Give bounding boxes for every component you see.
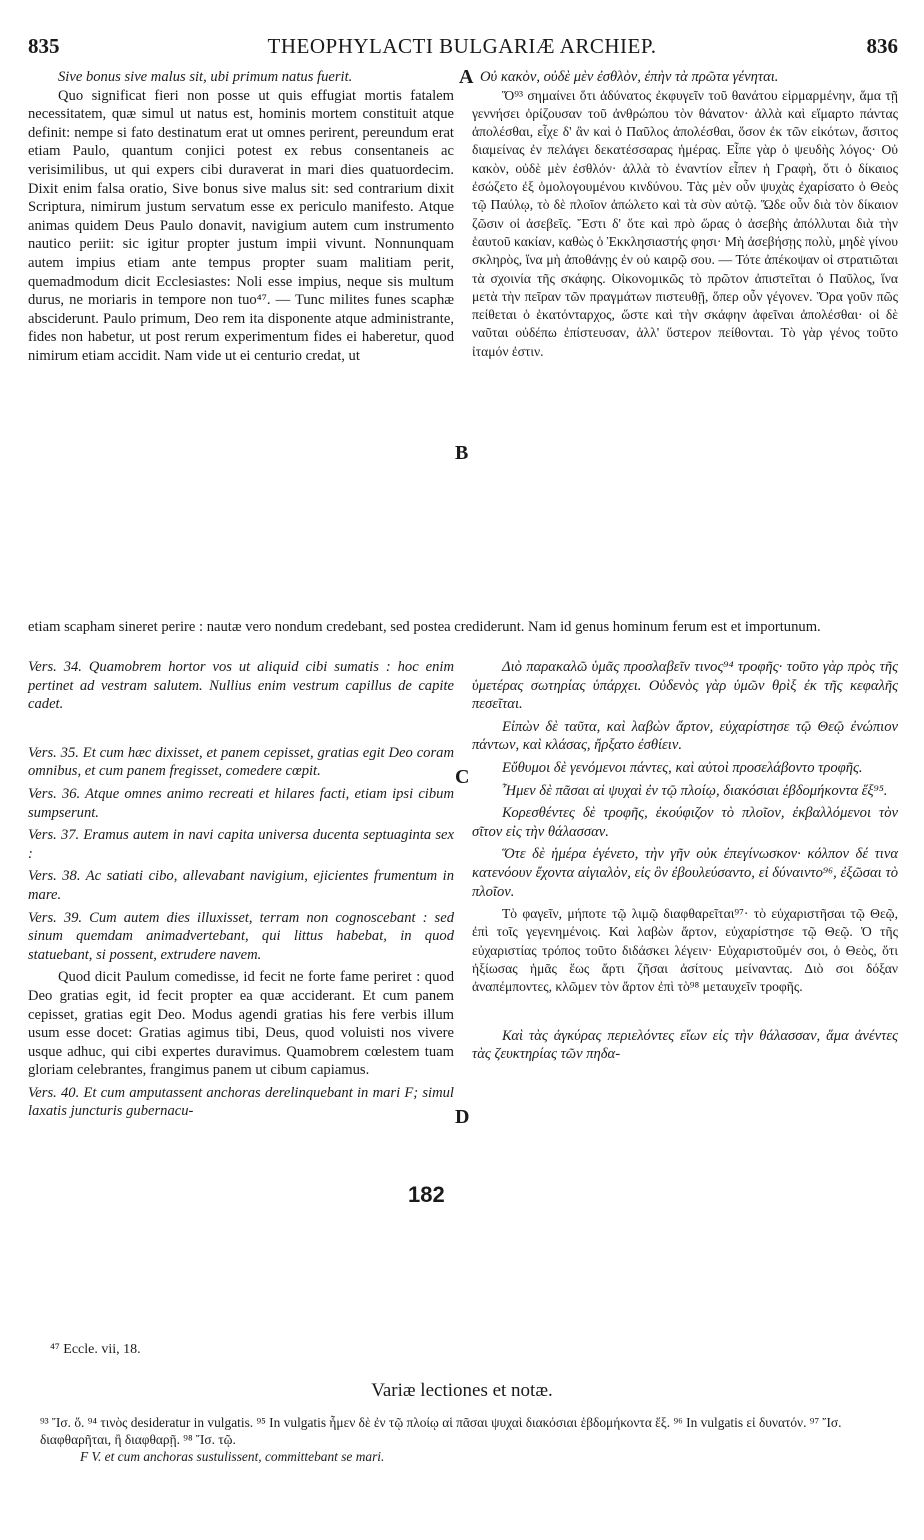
- latin-verse-36: Vers. 36. Atque omnes animo recreati et hilares facti, etiam ipsi cibum sumpserunt.: [28, 785, 454, 821]
- variant-notes-line-1: ⁹³ Ἴσ. ὅ. ⁹⁴ τινὸς desideratur in vulgatis. ⁹⁵ In vulgatis ἦμεν δὲ ἐν τῷ πλοίῳ αἱ πᾶσαι ψυχαὶ διακόσιαι ἑβδομήκοντα ἕξ. ⁹⁶ In vulgatis εἰ δυνατόν. ⁹⁷ Ἴσ. διαφθαρῆται, ἢ διαφθαρῇ. ⁹⁸ Ἴσ. τῷ.: [40, 1415, 842, 1447]
- latin-verse-37: Vers. 37. Eramus autem in navi capita universa ducenta septuaginta sex :: [28, 827, 454, 862]
- footnote-47: ⁴⁷ Eccle. vii, 18.: [50, 1342, 141, 1357]
- greek-verse-39: Ὅτε δὲ ἡμέρα ἐγένετο, τὴν γῆν οὐκ ἐπεγίνωσκον· κόλπον δέ τινα κατενόουν ἔχοντα αἰγιαλὸν, εἰς ὃν ἐβουλεύσαντο, εἰ δύναιντο⁹⁶, ἐξῶσαι τὸ πλοῖον.: [472, 846, 898, 900]
- greek-verse-34: Διὸ παρακαλῶ ὑμᾶς προσλαβεῖν τινος⁹⁴ τροφῆς· τοῦτο γὰρ πρὸς τῆς ὑμετέρας σωτηρίας ὑπάρχει. Οὐδενὸς γὰρ ὑμῶν θρὶξ ἐκ τῆς κεφαλῆς πεσεῖται.: [472, 659, 898, 713]
- latin-column-top: [28, 68, 454, 366]
- greek-verse-36: Εὔθυμοι δὲ γενόμενοι πάντες, καὶ αὐτοὶ προσελάβοντο τροφῆς.: [502, 759, 863, 776]
- variae-lectiones-heading: Variæ lectiones et notæ.: [371, 1380, 553, 1401]
- page-number-right: 836: [866, 34, 898, 58]
- latin-verse-lemma: Sive bonus sive malus sit, ubi primum natus fuerit.: [58, 69, 353, 85]
- margin-letter-d: D: [455, 1106, 470, 1128]
- margin-letter-b: B: [455, 442, 469, 464]
- latin-verse-35: Vers. 35. Et cum hæc dixisset, et panem cepisset, gratias egit Deo coram omnibus, et cum panem fregisset, comedere cœpit.: [28, 744, 454, 780]
- greek-verse-37: Ἦμεν δὲ πᾶσαι αἱ ψυχαὶ ἐν τῷ πλοίῳ, διακόσιαι ἑβδομήκοντα ἕξ⁹⁵.: [502, 782, 888, 799]
- latin-commentary-2: Quod dicit Paulum comedisse, id fecit ne forte fame periret : quod Deo gratias egit, id fecit propter ea quæ acciderant. Et cum panem cepisset, gratias egit Deo. Modus agendi gratias his fere verbis illum usum esse docet: Gratias agimus tibi, Deus, quod voluisti nos vivere usque adhuc, qui cibi expertes duravimus. Quamobrem cœlestem tuam gloriam celebrantes, frangimus panem ut cibum capiamus.: [28, 969, 454, 1079]
- greek-verse-35: Εἰπὼν δὲ ταῦτα, καὶ λαβὼν ἄρτον, εὐχαρίστησε τῷ Θεῷ ἐνώπιον πάντων, καὶ κλάσας, ἤρξατο ἐσθίειν.: [472, 718, 898, 754]
- greek-verse-38: Κορεσθέντες δὲ τροφῆς, ἐκούφιζον τὸ πλοῖον, ἐκβαλλόμενοι τὸν σῖτον εἰς τὴν θάλασσαν.: [472, 805, 898, 840]
- latin-verse-40: Vers. 40. Et cum amputassent anchoras derelinquebant in mari F; simul laxatis juncturis gubernacu-: [28, 1084, 454, 1120]
- variant-notes: [40, 1414, 900, 1465]
- running-title: THEOPHYLACTI BULGARIÆ ARCHIEP.: [267, 34, 657, 58]
- margin-letter-a: A: [459, 66, 474, 88]
- greek-commentary-2: Τὸ φαγεῖν, μήποτε τῷ λιμῷ διαφθαρεῖται⁹⁷· τὸ εὐχαριστῆσαι τῷ Θεῷ, ἐπὶ τοῖς γεγενημένοις. Καὶ λαβὼν ἄρτον, εὐχαρίστησε τῷ Θεῷ. Ὁ τῆς εὐχαριστίας τρόπος τοῦτο διδάσκει λέγειν· Εὐχαριστοῦμέν σοι, ὁ Θεὸς, ὅτι ἠξίωσας ἡμᾶς ἕως ἄρτι ζῆσαι ἀσίτους μείναντας. Διὸ σοι δόξαν ἀναπέμποντες, κλῶμεν τὸν ἄρτον ἐπὶ τὸ⁹⁸ μεταυχεῖν τροφῆς.: [472, 906, 898, 995]
- greek-verse-40: Καὶ τὰς ἀγκύρας περιελόντες εἴων εἰς τὴν θάλασσαν, ἅμα ἀνέντες τὰς ζευκτηρίας τῶν πηδα-: [472, 1027, 898, 1063]
- latin-verse-39: Vers. 39. Cum autem dies illuxisset, terram non cognoscebant : sed sinum quemdam animadvertebant, qui littus habebat, in quod statuebant, si possent, extrudere navem.: [28, 909, 454, 963]
- greek-verse-lemma: Οὐ κακὸν, οὐδὲ μὲν ἐσθλὸν, ἐπὴν τὰ πρῶτα γένηται.: [480, 69, 779, 85]
- latin-commentary-1: Quo significat fieri non posse ut quis effugiat mortis fatalem necessitatem, quæ simul ut natus est, hominis mortem constituit atque definit: nempe si fato destinatum erat ut omnes perirent, pereundum erat etiam Paulo, quantum conjici potest ex rebus consentaneis ac verisimilibus, ut qui expers cibi duraverat in mari dies quatuordecim. Dixit enim falsa oratio, Sive bonus sive malus sit: sed contrarium dixit Scriptura, nimirum justum servatum esse ex periculo manifesto. Atque animas quidem Deus Paulo donavit, navigium autem cum instrumento nautico periit: sic igitur propter justum impii vivunt. Nonnunquam autem impius etiam ante tempus propter suam malitiam perit, quemadmodum dicit Ecclesiastes: Noli esse impius, neque sis multum durus, ne moriaris in tempore non tuo⁴⁷. — Tunc milites funes scaphæ absciderunt. Paulo primum, Deo rem ita disponente atque administrante, fides non habetur, ut post rerum experimentum fides ei haberetur, quod nimirum etiam accidit. Nam vide ut ei centurio credat, ut: [28, 87, 454, 364]
- latin-cross-column-line: etiam scapham sineret perire : nautæ vero nondum credebant, sed postea crediderunt. Nam id genus hominum ferum est et importunum.: [28, 619, 821, 635]
- greek-column-bottom: [472, 658, 898, 1064]
- latin-column-bottom: [28, 658, 454, 1121]
- page-number-left: 835: [28, 34, 60, 58]
- page-header: [0, 34, 924, 64]
- column-number-182: 182: [408, 1182, 445, 1207]
- variant-notes-line-2: F V. et cum anchoras sustulissent, committebant se mari.: [80, 1449, 385, 1464]
- greek-commentary-1: Ὅ⁹³ σημαίνει ὅτι ἀδύνατος ἐκφυγεῖν τοῦ θανάτου εἱρμαρμένην, ἅμα τῇ γεννήσει ὁρίζουσαν τοῦ ἀνθρώπου τὸν θάνατον· ἀλλὰ καὶ εἵμαρτο πάντας ἀπολέσθαι, εἶχε δ' ἂν καὶ ὁ Παῦλος ἀπολέσθαι, ὅσον ἐκ τῶν εἰκότων, ἄσιτος διαμείνας ἐν πελάγει δεκατέσσαρας ἡμέρας. Εἶπε γὰρ ὁ ψευδὴς λόγος· Οὐ κακὸν, οὐδὲ μὲν ἐσθλόν· ἀλλὰ τὸ ἐναντίον εἶπεν ἡ Γραφὴ, ὅτι ὁ δίκαιος ἐσώζετο ἐξ ὁμολογουμένου κινδύνου. Τὰς μὲν οὖν ψυχὰς ἐχαρίσατο ὁ Θεὸς τῷ Παύλῳ, τὸ δὲ πλοῖον ἀπώλετο καὶ τὰ σὺν αὐτῷ. Ὥδε οὖν διὰ τὸν δίκαιον ζῶσιν οἱ ἀσεβεῖς. Ἔστι δ' ὅτε καὶ πρὸ ὥρας ὁ ἀσεβὴς ἀπόλλυται διὰ τὴν ἑαυτοῦ κακίαν, καθὼς ὁ Ἐκκλησιαστής φησι· Μὴ ἀσεβήσῃς πολὺ, μηδὲ γίνου σκληρὸς, ἵνα μὴ ἀποθάνῃς ἐν οὐ καιρῷ σου. — Τότε ἀπέκοψαν οἱ στρατιῶται τὰ σχοινία τῆς σκάφης. Οἰκονομικῶς τὸ πρῶτον ἀπιστεῖται ὁ Παῦλος, ἵνα μετὰ τὴν πεῖραν τῶν πραγμάτων πιστευθῇ, ὅπερ οὖν γέγονεν. Ὅρα γοῦν πῶς πείθεται ὁ ἑκατόνταρχος, ὥστε καὶ τὴν σκάφην ἀφεῖναι ἀπολέσθαι· οἱ δὲ ναῦται οὐδέπω ἐπίστευσαν, ἀλλ' ὕστερον πείθονται. Τὸ γὰρ γένος τοῦτο ἰταμόν ἐστιν.: [472, 87, 898, 359]
- margin-letter-c: C: [455, 766, 470, 788]
- latin-verse-34: Vers. 34. Quamobrem hortor vos ut aliquid cibi sumatis : hoc enim pertinet ad vestram salutem. Nullius enim vestrum capillus de capite cadet.: [28, 659, 454, 713]
- greek-column-top: [472, 68, 898, 361]
- latin-verse-38: Vers. 38. Ac satiati cibo, allevabant navigium, ejicientes frumentum in mare.: [28, 868, 454, 903]
